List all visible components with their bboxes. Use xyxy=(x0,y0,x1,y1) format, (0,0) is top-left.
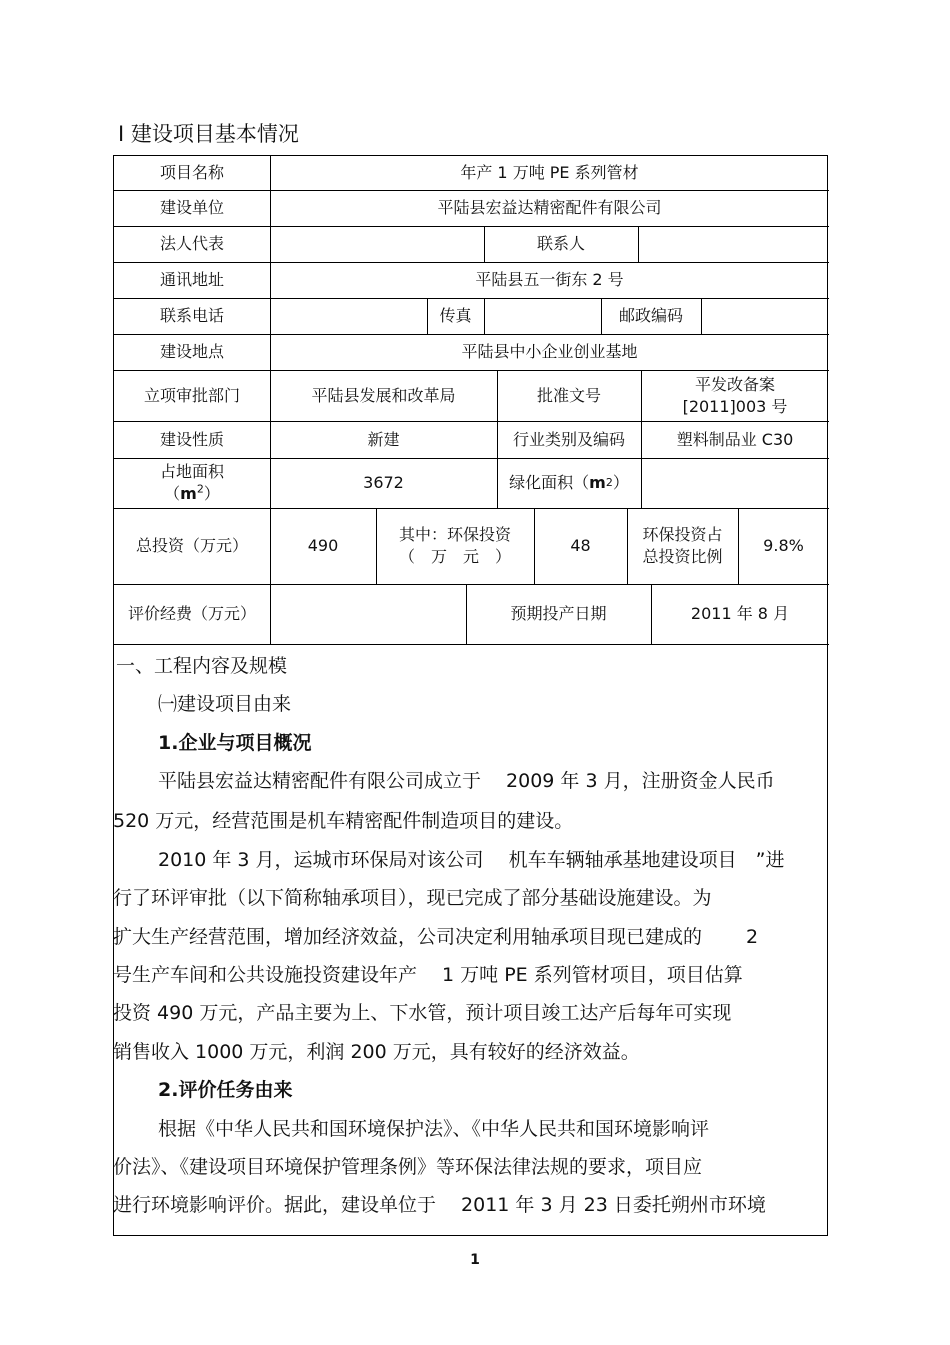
nature-label: 建设性质 xyxy=(159,429,224,449)
project-name-value: 年产 1 万吨 PE 系列管材 xyxy=(460,163,639,182)
paragraph-line: 扩大生产经营范围，增加经济效益，公司决定利用轴承项目现已建成的 2 xyxy=(113,926,759,948)
env-ratio-value: 9.8% xyxy=(763,536,804,555)
legal-rep-label: 法人代表 xyxy=(159,234,224,253)
green-area-label-text: 绿化面积（ xyxy=(509,473,590,492)
approval-doc-label: 批准文号 xyxy=(536,385,601,405)
production-date-value: 2011 年 8 月 xyxy=(690,604,790,623)
land-area-unit: $(m^2)$ xyxy=(164,482,220,503)
green-area-value xyxy=(641,458,829,508)
approval-dept-value: 平陆县发展和改革局 xyxy=(311,385,456,405)
fax-label: 传真 xyxy=(439,306,472,325)
paragraph-line: 投资 490 万元，产品主要为上、下水管，预计项目竣工达产后每年可实现 xyxy=(113,1002,732,1024)
fee-value xyxy=(270,584,466,644)
green-area-unit: m xyxy=(589,473,606,492)
paragraph-line: 行了环评审批（以下简称轴承项目），现已完成了部分基础设施建设。为 xyxy=(113,887,712,909)
paragraph-line: 号生产车间和公共设施投资建设年产 1 万吨 PE 系列管材项目，项目估算 xyxy=(113,964,743,986)
env-ratio-label-line2: 总投资比例 xyxy=(642,547,723,566)
phone-label: 联系电话 xyxy=(159,306,224,325)
site-label: 建设地点 xyxy=(159,342,224,361)
contact-label: 联系人 xyxy=(536,234,585,253)
paragraph-line: 2010 年 3 月，运城市环保局对该公司 机车车辆轴承基地建设项目 ”进 xyxy=(158,849,785,871)
heading-1: 一、工程内容及规模 xyxy=(116,655,288,677)
approval-doc-value xyxy=(641,370,829,421)
address-value: 平陆县五一街东 2 号 xyxy=(475,270,624,289)
env-investment-value: 48 xyxy=(570,536,591,555)
paragraph-line: 销售收入 1000 万元，利润 200 万元，具有较好的经济效益。 xyxy=(113,1041,640,1063)
paragraph-line: 进行环境影响评价。据此，建设单位于 2011 年 3 月 23 日委托朔州市环境 xyxy=(113,1194,766,1216)
env-investment-label-line1: 其中：环保投资 xyxy=(398,525,511,544)
project-name-label: 项目名称 xyxy=(159,163,224,182)
page-number: 1 xyxy=(470,1252,480,1268)
section-title: Ⅰ 建设项目基本情况 xyxy=(118,122,299,146)
paragraph-line: 520 万元，经营范围是机车精密配件制造项目的建设。 xyxy=(113,810,574,832)
address-label: 通讯地址 xyxy=(159,270,224,289)
builder-value: 平陆县宏益达精密配件有限公司 xyxy=(437,198,662,217)
investment-value: 490 xyxy=(307,536,339,555)
env-investment-label-line2: （ 万 元 ） xyxy=(398,547,511,566)
paragraph-line: 价法》、《建设项目环境保护管理条例》等环保法律法规的要求，项目应 xyxy=(113,1156,703,1178)
subheading-1: 1.企业与项目概况 xyxy=(158,732,312,754)
approval-doc-line2: [2011]003 号 xyxy=(682,396,788,416)
postcode-value xyxy=(701,298,829,334)
green-area-label: 绿化面积（ m 2 ） xyxy=(509,473,629,492)
industry-label: 行业类别及编码 xyxy=(512,429,625,449)
production-date-label: 预期投产日期 xyxy=(510,604,607,623)
approval-dept-label: 立项审批部门 xyxy=(143,385,240,405)
env-investment-label xyxy=(376,508,534,584)
land-area-label xyxy=(114,458,270,508)
investment-label: 总投资（万元） xyxy=(135,536,248,555)
fee-label: 评价经费（万元） xyxy=(127,604,256,623)
contact-value xyxy=(638,226,829,262)
env-ratio-label-line1: 环保投资占 xyxy=(642,525,723,544)
paragraph-line: 根据《中华人民共和国环境保护法》、《中华人民共和国环境影响评 xyxy=(158,1118,710,1140)
approval-doc-line1: 平发改备案 xyxy=(694,374,775,394)
land-area-label-text: 占地面积 xyxy=(159,462,224,481)
phone-value xyxy=(270,298,427,334)
fax-value xyxy=(484,298,601,334)
env-ratio-label xyxy=(627,508,738,584)
nature-value: 新建 xyxy=(367,429,400,449)
heading-2: ㈠建设项目由来 xyxy=(158,693,292,715)
site-value: 平陆县中小企业创业基地 xyxy=(461,342,638,361)
green-area-close: ） xyxy=(612,473,629,492)
postcode-label: 邮政编码 xyxy=(618,306,683,325)
land-area-value: 3672 xyxy=(363,473,404,492)
legal-rep-value xyxy=(270,226,484,262)
paragraph-line: 平陆县宏益达精密配件有限公司成立于 2009 年 3 月，注册资金人民币 xyxy=(158,770,775,792)
subheading-2: 2.评价任务由来 xyxy=(158,1079,293,1101)
builder-label: 建设单位 xyxy=(159,198,224,217)
industry-value: 塑料制品业 C30 xyxy=(676,429,794,449)
